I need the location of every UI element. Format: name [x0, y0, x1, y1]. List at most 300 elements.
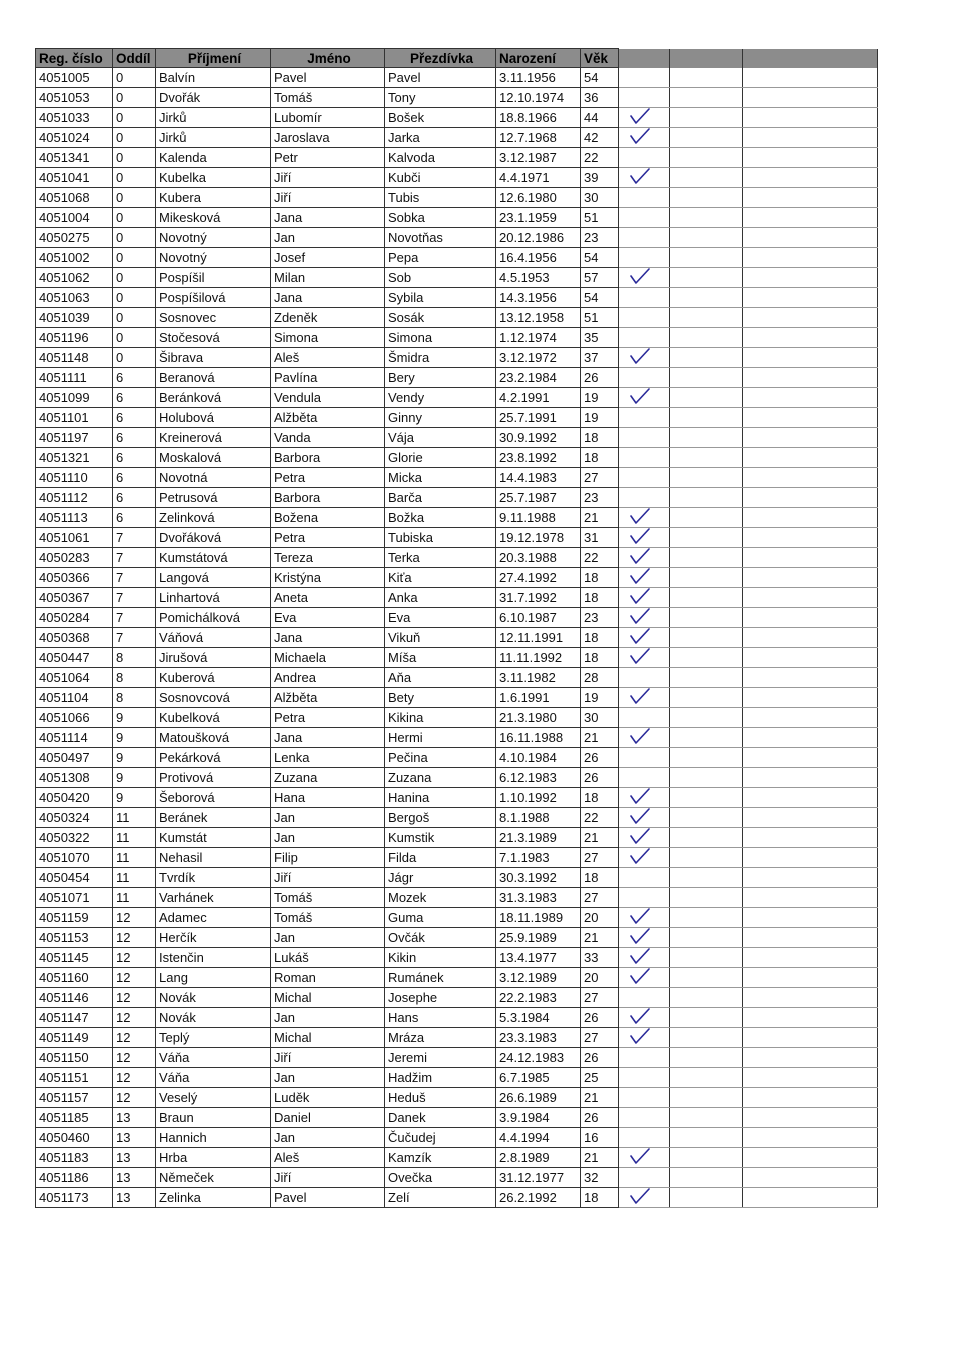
- member-sheet: [35, 48, 878, 1208]
- prezdivka-cell: Bery: [385, 368, 496, 388]
- prezdivka-cell: Josephe: [385, 988, 496, 1008]
- oddil-cell: 11: [113, 828, 156, 848]
- empty-cell: [670, 128, 743, 148]
- jmeno-cell: Jan: [271, 1008, 385, 1028]
- prezdivka-cell: Kiťa: [385, 568, 496, 588]
- check-mark-icon: [628, 967, 652, 985]
- empty-cell: [670, 468, 743, 488]
- narozeni-cell: 3.12.1972: [496, 348, 581, 368]
- narozeni-cell: 12.10.1974: [496, 88, 581, 108]
- vek-cell: 23: [581, 488, 619, 508]
- check-mark-icon: [628, 507, 652, 525]
- oddil-cell: 0: [113, 148, 156, 168]
- jmeno-cell: Michal: [271, 988, 385, 1008]
- empty-cell: [670, 548, 743, 568]
- oddil-cell: 0: [113, 168, 156, 188]
- vek-cell: 23: [581, 608, 619, 628]
- empty-cell: [670, 788, 743, 808]
- narozeni-cell: 19.12.1978: [496, 528, 581, 548]
- prezdivka-cell: Pepa: [385, 248, 496, 268]
- prijmeni-cell: Nehasil: [156, 848, 271, 868]
- table-row: [36, 1068, 878, 1088]
- check-mark-icon: [628, 647, 652, 665]
- jmeno-cell: Tomáš: [271, 888, 385, 908]
- empty-cell: [743, 1148, 878, 1168]
- prezdivka-cell: Vikuň: [385, 628, 496, 648]
- header-oddil: Oddíl: [113, 49, 156, 68]
- table-row: [36, 948, 878, 968]
- prezdivka-cell: Terka: [385, 548, 496, 568]
- prijmeni-cell: Pospíšilová: [156, 288, 271, 308]
- prijmeni-cell: Pomichálková: [156, 608, 271, 628]
- empty-cell: [619, 868, 670, 888]
- reg-cislo-cell: 4051111: [36, 368, 113, 388]
- table-row: [36, 588, 878, 608]
- jmeno-cell: Pavel: [271, 68, 385, 88]
- empty-cell: [743, 108, 878, 128]
- oddil-cell: 7: [113, 588, 156, 608]
- prezdivka-cell: Anka: [385, 588, 496, 608]
- vek-cell: 27: [581, 468, 619, 488]
- reg-cislo-cell: 4050447: [36, 648, 113, 668]
- vek-cell: 26: [581, 748, 619, 768]
- reg-cislo-cell: 4050367: [36, 588, 113, 608]
- jmeno-cell: Michaela: [271, 648, 385, 668]
- oddil-cell: 7: [113, 628, 156, 648]
- narozeni-cell: 12.7.1968: [496, 128, 581, 148]
- oddil-cell: 12: [113, 988, 156, 1008]
- empty-cell: [743, 548, 878, 568]
- prijmeni-cell: Moskalová: [156, 448, 271, 468]
- table-row: [36, 788, 878, 808]
- prezdivka-cell: Hanina: [385, 788, 496, 808]
- oddil-cell: 6: [113, 508, 156, 528]
- jmeno-cell: Tereza: [271, 548, 385, 568]
- empty-cell: [619, 1048, 670, 1068]
- oddil-cell: 12: [113, 928, 156, 948]
- reg-cislo-cell: 4050324: [36, 808, 113, 828]
- empty-cell: [619, 288, 670, 308]
- empty-cell: [743, 1128, 878, 1148]
- reg-cislo-cell: 4051112: [36, 488, 113, 508]
- narozeni-cell: 31.7.1992: [496, 588, 581, 608]
- empty-cell: [670, 268, 743, 288]
- vek-cell: 35: [581, 328, 619, 348]
- table-row: [36, 168, 878, 188]
- vek-cell: 27: [581, 848, 619, 868]
- vek-cell: 22: [581, 148, 619, 168]
- check-mark-icon: [628, 107, 652, 125]
- prijmeni-cell: Protivová: [156, 768, 271, 788]
- reg-cislo-cell: 4051099: [36, 388, 113, 408]
- empty-cell: [670, 1128, 743, 1148]
- prijmeni-cell: Sosnovec: [156, 308, 271, 328]
- vek-cell: 54: [581, 68, 619, 88]
- empty-cell: [670, 768, 743, 788]
- prijmeni-cell: Mikesková: [156, 208, 271, 228]
- jmeno-cell: Simona: [271, 328, 385, 348]
- jmeno-cell: Jana: [271, 728, 385, 748]
- jmeno-cell: Jan: [271, 808, 385, 828]
- table-row: [36, 308, 878, 328]
- prezdivka-cell: Sosák: [385, 308, 496, 328]
- reg-cislo-cell: 4050460: [36, 1128, 113, 1148]
- prijmeni-cell: Dvořáková: [156, 528, 271, 548]
- prezdivka-cell: Vája: [385, 428, 496, 448]
- table-row: [36, 568, 878, 588]
- prijmeni-cell: Novotný: [156, 228, 271, 248]
- empty-cell: [743, 808, 878, 828]
- vek-cell: 22: [581, 808, 619, 828]
- narozeni-cell: 1.6.1991: [496, 688, 581, 708]
- prezdivka-cell: Jarka: [385, 128, 496, 148]
- reg-cislo-cell: 4051150: [36, 1048, 113, 1068]
- oddil-cell: 11: [113, 888, 156, 908]
- reg-cislo-cell: 4051160: [36, 968, 113, 988]
- narozeni-cell: 5.3.1984: [496, 1008, 581, 1028]
- jmeno-cell: Alžběta: [271, 408, 385, 428]
- prijmeni-cell: Kalenda: [156, 148, 271, 168]
- reg-cislo-cell: 4051308: [36, 768, 113, 788]
- prijmeni-cell: Kuberová: [156, 668, 271, 688]
- prijmeni-cell: Stočesová: [156, 328, 271, 348]
- header-empty-col: [619, 49, 670, 68]
- vek-cell: 21: [581, 1088, 619, 1108]
- oddil-cell: 7: [113, 528, 156, 548]
- vek-cell: 30: [581, 708, 619, 728]
- prezdivka-cell: Bošek: [385, 108, 496, 128]
- jmeno-cell: Jana: [271, 208, 385, 228]
- empty-cell: [743, 628, 878, 648]
- table-row: [36, 608, 878, 628]
- check-mark-icon: [628, 907, 652, 925]
- vek-cell: 37: [581, 348, 619, 368]
- empty-cell: [670, 988, 743, 1008]
- narozeni-cell: 20.12.1986: [496, 228, 581, 248]
- empty-cell: [619, 308, 670, 328]
- table-row: [36, 368, 878, 388]
- table-row: [36, 1168, 878, 1188]
- jmeno-cell: Tomáš: [271, 908, 385, 928]
- empty-cell: [743, 188, 878, 208]
- reg-cislo-cell: 4051005: [36, 68, 113, 88]
- table-row: [36, 68, 878, 88]
- narozeni-cell: 3.11.1956: [496, 68, 581, 88]
- jmeno-cell: Jiří: [271, 1168, 385, 1188]
- empty-cell: [670, 108, 743, 128]
- prezdivka-cell: Kalvoda: [385, 148, 496, 168]
- oddil-cell: 6: [113, 428, 156, 448]
- header-vek: Věk: [581, 49, 619, 68]
- prezdivka-cell: Simona: [385, 328, 496, 348]
- table-row: [36, 648, 878, 668]
- empty-cell: [670, 1068, 743, 1088]
- vek-cell: 18: [581, 648, 619, 668]
- jmeno-cell: Luděk: [271, 1088, 385, 1108]
- prijmeni-cell: Herčík: [156, 928, 271, 948]
- jmeno-cell: Barbora: [271, 448, 385, 468]
- jmeno-cell: Zdeněk: [271, 308, 385, 328]
- check-mark-icon: [628, 827, 652, 845]
- empty-cell: [619, 408, 670, 428]
- narozeni-cell: 25.7.1991: [496, 408, 581, 428]
- prezdivka-cell: Pavel: [385, 68, 496, 88]
- prijmeni-cell: Varhánek: [156, 888, 271, 908]
- jmeno-cell: Barbora: [271, 488, 385, 508]
- prijmeni-cell: Váňová: [156, 628, 271, 648]
- empty-cell: [619, 668, 670, 688]
- empty-cell: [743, 848, 878, 868]
- empty-cell: [670, 908, 743, 928]
- reg-cislo-cell: 4051159: [36, 908, 113, 928]
- reg-cislo-cell: 4051104: [36, 688, 113, 708]
- prijmeni-cell: Beránek: [156, 808, 271, 828]
- vek-cell: 26: [581, 1008, 619, 1028]
- vek-cell: 42: [581, 128, 619, 148]
- check-mark-icon: [628, 847, 652, 865]
- empty-cell: [743, 268, 878, 288]
- header-jmeno: Jméno: [271, 49, 385, 68]
- oddil-cell: 0: [113, 188, 156, 208]
- prijmeni-cell: Jirušová: [156, 648, 271, 668]
- prezdivka-cell: Ovčák: [385, 928, 496, 948]
- reg-cislo-cell: 4051041: [36, 168, 113, 188]
- vek-cell: 51: [581, 208, 619, 228]
- prijmeni-cell: Linhartová: [156, 588, 271, 608]
- empty-cell: [670, 248, 743, 268]
- reg-cislo-cell: 4051071: [36, 888, 113, 908]
- narozeni-cell: 12.6.1980: [496, 188, 581, 208]
- reg-cislo-cell: 4051145: [36, 948, 113, 968]
- empty-cell: [670, 228, 743, 248]
- oddil-cell: 7: [113, 608, 156, 628]
- prijmeni-cell: Holubová: [156, 408, 271, 428]
- oddil-cell: 0: [113, 68, 156, 88]
- oddil-cell: 0: [113, 248, 156, 268]
- prezdivka-cell: Aňa: [385, 668, 496, 688]
- narozeni-cell: 4.4.1994: [496, 1128, 581, 1148]
- prezdivka-cell: Barča: [385, 488, 496, 508]
- empty-cell: [743, 988, 878, 1008]
- prijmeni-cell: Istenčin: [156, 948, 271, 968]
- empty-cell: [619, 988, 670, 1008]
- empty-cell: [743, 488, 878, 508]
- jmeno-cell: Jiří: [271, 168, 385, 188]
- oddil-cell: 13: [113, 1148, 156, 1168]
- empty-cell: [670, 308, 743, 328]
- empty-cell: [743, 1048, 878, 1068]
- empty-cell: [619, 1068, 670, 1088]
- oddil-cell: 9: [113, 788, 156, 808]
- reg-cislo-cell: 4051066: [36, 708, 113, 728]
- vek-cell: 27: [581, 888, 619, 908]
- narozeni-cell: 12.11.1991: [496, 628, 581, 648]
- oddil-cell: 12: [113, 1068, 156, 1088]
- empty-cell: [743, 608, 878, 628]
- prezdivka-cell: Kikina: [385, 708, 496, 728]
- jmeno-cell: Vanda: [271, 428, 385, 448]
- narozeni-cell: 18.8.1966: [496, 108, 581, 128]
- reg-cislo-cell: 4050366: [36, 568, 113, 588]
- empty-cell: [670, 68, 743, 88]
- jmeno-cell: Jan: [271, 1068, 385, 1088]
- prijmeni-cell: Veselý: [156, 1088, 271, 1108]
- prijmeni-cell: Adamec: [156, 908, 271, 928]
- header-prezdivka: Přezdívka: [385, 49, 496, 68]
- table-row: [36, 128, 878, 148]
- vek-cell: 26: [581, 768, 619, 788]
- table-row: [36, 748, 878, 768]
- vek-cell: 26: [581, 1048, 619, 1068]
- empty-cell: [619, 208, 670, 228]
- empty-cell: [670, 808, 743, 828]
- empty-cell: [670, 448, 743, 468]
- narozeni-cell: 16.4.1956: [496, 248, 581, 268]
- vek-cell: 21: [581, 928, 619, 948]
- vek-cell: 57: [581, 268, 619, 288]
- table-row: [36, 1188, 878, 1208]
- prezdivka-cell: Eva: [385, 608, 496, 628]
- prezdivka-cell: Heduš: [385, 1088, 496, 1108]
- table-row: [36, 108, 878, 128]
- vek-cell: 21: [581, 1148, 619, 1168]
- narozeni-cell: 7.1.1983: [496, 848, 581, 868]
- table-row: [36, 348, 878, 368]
- reg-cislo-cell: 4051321: [36, 448, 113, 468]
- prijmeni-cell: Balvín: [156, 68, 271, 88]
- vek-cell: 18: [581, 628, 619, 648]
- narozeni-cell: 8.1.1988: [496, 808, 581, 828]
- prijmeni-cell: Teplý: [156, 1028, 271, 1048]
- prezdivka-cell: Guma: [385, 908, 496, 928]
- empty-cell: [670, 748, 743, 768]
- jmeno-cell: Lubomír: [271, 108, 385, 128]
- table-row: [36, 488, 878, 508]
- empty-cell: [743, 528, 878, 548]
- header-empty-col: [743, 49, 878, 68]
- oddil-cell: 12: [113, 1048, 156, 1068]
- narozeni-cell: 26.6.1989: [496, 1088, 581, 1108]
- table-row: [36, 468, 878, 488]
- jmeno-cell: Zuzana: [271, 768, 385, 788]
- reg-cislo-cell: 4050322: [36, 828, 113, 848]
- empty-cell: [743, 888, 878, 908]
- empty-cell: [743, 708, 878, 728]
- vek-cell: 27: [581, 1028, 619, 1048]
- empty-cell: [743, 508, 878, 528]
- vek-cell: 33: [581, 948, 619, 968]
- table-row: [36, 148, 878, 168]
- vek-cell: 20: [581, 968, 619, 988]
- check-mark-icon: [628, 787, 652, 805]
- prezdivka-cell: Kubči: [385, 168, 496, 188]
- empty-cell: [743, 368, 878, 388]
- oddil-cell: 8: [113, 688, 156, 708]
- table-row: [36, 328, 878, 348]
- empty-cell: [619, 488, 670, 508]
- prezdivka-cell: Sob: [385, 268, 496, 288]
- prezdivka-cell: Hermi: [385, 728, 496, 748]
- prezdivka-cell: Kamzík: [385, 1148, 496, 1168]
- check-mark-icon: [628, 587, 652, 605]
- narozeni-cell: 6.10.1987: [496, 608, 581, 628]
- narozeni-cell: 9.11.1988: [496, 508, 581, 528]
- empty-cell: [670, 888, 743, 908]
- jmeno-cell: Lenka: [271, 748, 385, 768]
- vek-cell: 27: [581, 988, 619, 1008]
- vek-cell: 19: [581, 388, 619, 408]
- reg-cislo-cell: 4051063: [36, 288, 113, 308]
- prijmeni-cell: Kubelková: [156, 708, 271, 728]
- check-mark-icon: [628, 567, 652, 585]
- prijmeni-cell: Zelinková: [156, 508, 271, 528]
- reg-cislo-cell: 4051153: [36, 928, 113, 948]
- prezdivka-cell: Tubiska: [385, 528, 496, 548]
- reg-cislo-cell: 4051113: [36, 508, 113, 528]
- vek-cell: 20: [581, 908, 619, 928]
- prezdivka-cell: Rumánek: [385, 968, 496, 988]
- narozeni-cell: 14.4.1983: [496, 468, 581, 488]
- narozeni-cell: 23.2.1984: [496, 368, 581, 388]
- reg-cislo-cell: 4051053: [36, 88, 113, 108]
- vek-cell: 23: [581, 228, 619, 248]
- jmeno-cell: Božena: [271, 508, 385, 528]
- reg-cislo-cell: 4051147: [36, 1008, 113, 1028]
- empty-cell: [670, 708, 743, 728]
- empty-cell: [670, 168, 743, 188]
- jmeno-cell: Jan: [271, 928, 385, 948]
- table-row: [36, 288, 878, 308]
- header-narozeni: Narození: [496, 49, 581, 68]
- table-row: [36, 888, 878, 908]
- empty-cell: [743, 868, 878, 888]
- prezdivka-cell: Zelí: [385, 1188, 496, 1208]
- prezdivka-cell: Filda: [385, 848, 496, 868]
- empty-cell: [743, 288, 878, 308]
- prezdivka-cell: Bety: [385, 688, 496, 708]
- empty-cell: [670, 1148, 743, 1168]
- oddil-cell: 12: [113, 1088, 156, 1108]
- prijmeni-cell: Sosnovcová: [156, 688, 271, 708]
- empty-cell: [619, 708, 670, 728]
- empty-cell: [743, 828, 878, 848]
- table-row: [36, 968, 878, 988]
- oddil-cell: 13: [113, 1188, 156, 1208]
- empty-cell: [670, 388, 743, 408]
- empty-cell: [670, 828, 743, 848]
- check-mark-icon: [628, 1007, 652, 1025]
- empty-cell: [743, 348, 878, 368]
- narozeni-cell: 23.1.1959: [496, 208, 581, 228]
- table-row: [36, 248, 878, 268]
- oddil-cell: 6: [113, 388, 156, 408]
- prijmeni-cell: Langová: [156, 568, 271, 588]
- prijmeni-cell: Jirků: [156, 108, 271, 128]
- empty-cell: [670, 868, 743, 888]
- prezdivka-cell: Ginny: [385, 408, 496, 428]
- prezdivka-cell: Šmidra: [385, 348, 496, 368]
- reg-cislo-cell: 4051024: [36, 128, 113, 148]
- vek-cell: 25: [581, 1068, 619, 1088]
- empty-cell: [670, 328, 743, 348]
- prijmeni-cell: Novotný: [156, 248, 271, 268]
- empty-cell: [670, 88, 743, 108]
- reg-cislo-cell: 4051114: [36, 728, 113, 748]
- table-row: [36, 548, 878, 568]
- narozeni-cell: 3.9.1984: [496, 1108, 581, 1128]
- empty-cell: [743, 408, 878, 428]
- empty-cell: [743, 68, 878, 88]
